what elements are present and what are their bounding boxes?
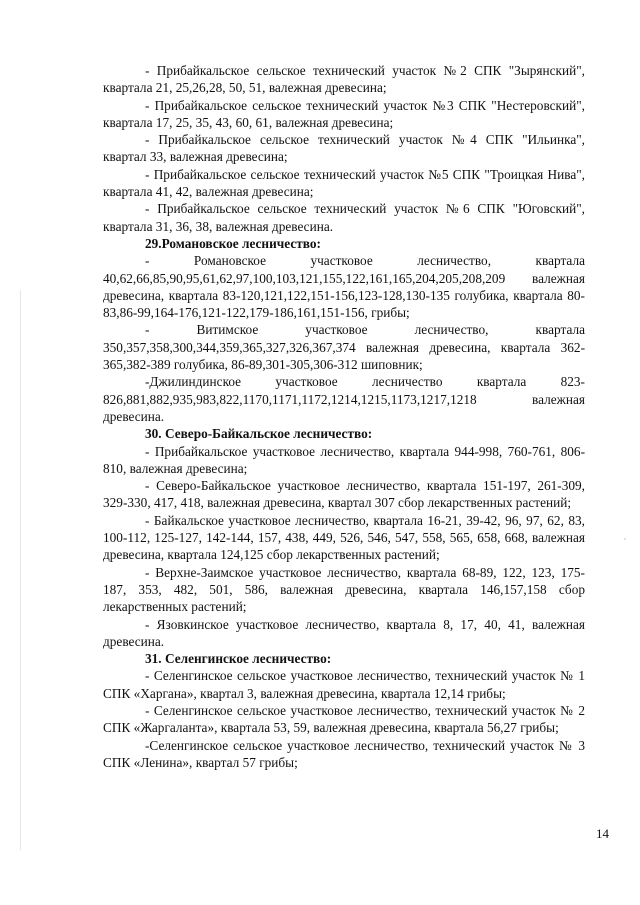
paragraph-pribaikalskoe: - Прибайкальское участковое лесничество, квартала 944-998, 760-761, 806-810, валежная древесина; bbox=[103, 443, 585, 476]
paragraph-yazovkinskoe: - Язовкинское участковое лесничество, квартала 8, 17, 40, 41, валежная древесина. bbox=[103, 616, 585, 649]
paragraph-lenina: -Селенгинское сельское участковое лесничество, технический участок № 3 СПК «Ленина», квартал 57 грибы; bbox=[103, 737, 585, 770]
section-heading-29: 29.Романовское лесничество: bbox=[145, 235, 321, 251]
paragraph-khargana: - Селенгинское сельское участковое лесничество, технический участок № 1 СПК «Харгана», квартал 3, валежная древесина, квартала 12,14 грибы; bbox=[103, 668, 585, 701]
section-heading-31: 31. Селенгинское лесничество: bbox=[145, 651, 332, 667]
section-heading-30: 30. Северо-Байкальское лесничество: bbox=[145, 426, 373, 442]
paragraph-yugovsky: - Прибайкальское сельское технический участок №6 СПК "Юговский", квартала 31, 36, 38, валежная древесина. bbox=[103, 201, 585, 234]
paragraph-zyryansky: - Прибайкальское сельское технический участок №2 СПК "Зырянский", квартала 21, 25,26,28, 50, 51, валежная древесина; bbox=[103, 63, 585, 96]
paragraph-romanovskoe: - Романовское участковое лесничество, квартала 40,62,66,85,90,95,61,62,97,100,103,121,155,122,161,165,204,205,208,209 валежная древесина, квартала 83-120,121,122,151-156,123-128,130-135 голубика, квартала 80-83,86-99,164-176,121-122,179-186,161,151-156, грибы; bbox=[103, 253, 585, 321]
paragraph-troitskaya-niva: - Прибайкальское сельское технический участок №5 СПК "Троицкая Нива", квартала 41, 42, валежная древесина; bbox=[103, 166, 585, 200]
paragraph-zhargalanta: - Селенгинское сельское участковое лесничество, технический участок № 2 СПК «Жаргаланта», квартала 53, 59, валежная древесина, квартала 56,27 грибы; bbox=[103, 702, 585, 736]
paragraph-severo-baikalskoe: - Северо-Байкальское участковое лесничество, квартала 151-197, 261-309, 329-330, 417, 418, валежная древесина, квартал 307 сбор лекарственных растений; bbox=[103, 478, 585, 511]
paragraph-nesterovsky: - Прибайкальское сельское технический участок №3 СПК "Нестеровский", квартала 17, 25, 35, 43, 60, 61, валежная древесина; bbox=[103, 97, 585, 130]
paragraph-ilyinka: - Прибайкальское сельское технический участок №4 СПК "Ильинка", квартал 33, валежная древесина; bbox=[103, 132, 585, 165]
paragraph-baikalskoe: - Байкальское участковое лесничество, квартала 16-21, 39-42, 96, 97, 62, 83, 100-112, 125-127, 142-144, 157, 438, 449, 526, 546, 547, 558, 565, 658, 668, валежная древесина, квартала 124,125 сбор лекарственных растений; bbox=[103, 512, 585, 563]
paragraph-dzhilindinskoe: -Джилиндинское участковое лесничество квартала 823-826,881,882,935,983,822,1170,1171,1172,1214,1215,1173,1217,1218 валежная древесина. bbox=[103, 374, 585, 424]
paragraph-verkhne-zaimskoe: - Верхне-Заимское участковое лесничество, квартала 68-89, 122, 123, 175-187, 353, 482, 501, 586, валежная древесина, квартала 146,157,158 сбор лекарственных растений; bbox=[103, 564, 585, 615]
scan-artifact-dot bbox=[624, 538, 626, 540]
scan-artifact-line bbox=[20, 290, 21, 850]
document-body bbox=[103, 62, 585, 771]
paragraph-vitimskoe: - Витимское участковое лесничество, квартала 350,357,358,300,344,359,365,327,326,367,374 валежная древесина, квартала 362-365,382-389 голубика, 86-89,301-305,306-312 шиповник; bbox=[103, 322, 585, 373]
page-number: 14 bbox=[596, 826, 609, 841]
